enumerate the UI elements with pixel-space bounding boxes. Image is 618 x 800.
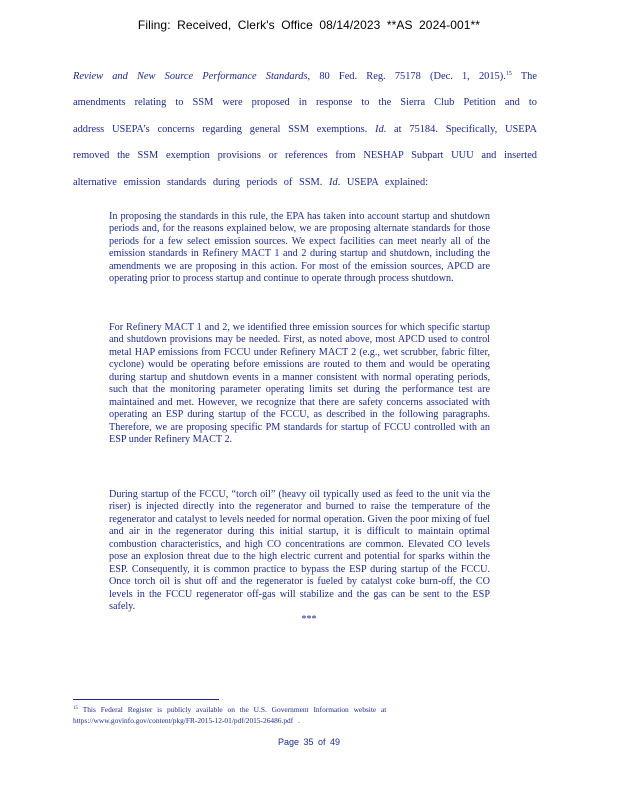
footnote-text: This Federal Register is publicly available on the U.S. Government Information website at https://www.govinfo.gov/content/pkg/FR-2015-12-01/pdf/2015-26486.pdf . [73, 705, 387, 725]
footnote [73, 704, 473, 726]
quote-text: For Refinery MACT 1 and 2, we identified three emission sources for which specific startup and shutdown provisions may be needed. First, as noted above, most APCD used to control metal HAP emissions from FCCU under Refinery MACT 2 (e.g., wet scrubber, fabric filter, cyclone) would be operating before emissions are routed to them and would be operating during startup and shutdown events in a manner consistent with normal operating periods, such that the monitoring parameter operating limits set during the performance test are maintained and met. However, we recognize that there are safety concerns associated with operating an ESP during startup of the FCCU, as described in the following paragraphs. Therefore, we are proposing specific PM standards for startup of FCCU controlled with an ESP under Refinery MACT 2. [109, 322, 490, 446]
block-quote-paragraph [109, 322, 490, 447]
quote-text: During startup of the FCCU, “torch oil” (heavy oil typically used as feed to the unit via the riser) is injected directly into the regenerator and burned to raise the temperature of the regenerator and catalyst to levels needed for normal operation. Given the poor mixing of fuel and air in the regenerator during this initial startup, it is difficult to maintain optimal combustion characteristics, and high CO concentrations are common. Elevated CO levels pose an explosion threat due to the high electric current and potential for sparks within the ESP. Consequently, it is common practice to bypass the ESP during startup of the FCCU. Once torch oil is shut off and the regenerator is fueled by catalyst coke burn-off, the CO levels in the FCCU regenerator off-gas will stabilize and the gas can be sent to the ESP safely. [109, 489, 490, 613]
filing-stamp-header: Filing: Received, Clerk's Office 08/14/2023 **AS 2024-001** [137, 18, 481, 32]
body-paragraph [73, 64, 537, 196]
quote-text: In proposing the standards in this rule, the EPA has taken into account startup and shutdown periods and, for the reasons explained below, we are proposing alternate standards for those periods for a few select emission sources. We expect facilities can meet nearly all of the emission standards in Refinery MACT 1 and 2 during startup and shutdown, including the amendments we are proposing in this action. For most of the emission sources, APCD are operating prior to process startup and continue to operate through process shutdown. [109, 211, 490, 285]
body-sentence: . at 75184. Specifically, USEPA removed the SSM exemption provisions or references from NESHAP Subpart UUU and inserted alternative emission standards during periods of SSM. [73, 123, 537, 188]
body-sentence: . USEPA explained: [337, 176, 429, 188]
block-quote-paragraph [109, 211, 490, 286]
citation-reference: , 80 Fed. Reg. 75178 (Dec. 1, 2015). [307, 71, 506, 82]
id-citation: Id [375, 123, 384, 135]
block-quote-paragraph [109, 489, 490, 614]
body-sentence: The amendments relating to SSM were proposed in response to the Sierra Club Petition and to address USEPA’s concerns regarding general SSM exemptions. [73, 71, 537, 135]
footnote-divider [73, 699, 219, 700]
section-separator: *** [301, 614, 317, 625]
page-number: Page 35 of 49 [277, 737, 341, 747]
id-citation: Id [329, 176, 338, 188]
citation-title: Review and New Source Performance Standards [73, 71, 308, 82]
footnote-number: 15 [73, 706, 78, 711]
footnote-reference: 15 [505, 71, 512, 77]
